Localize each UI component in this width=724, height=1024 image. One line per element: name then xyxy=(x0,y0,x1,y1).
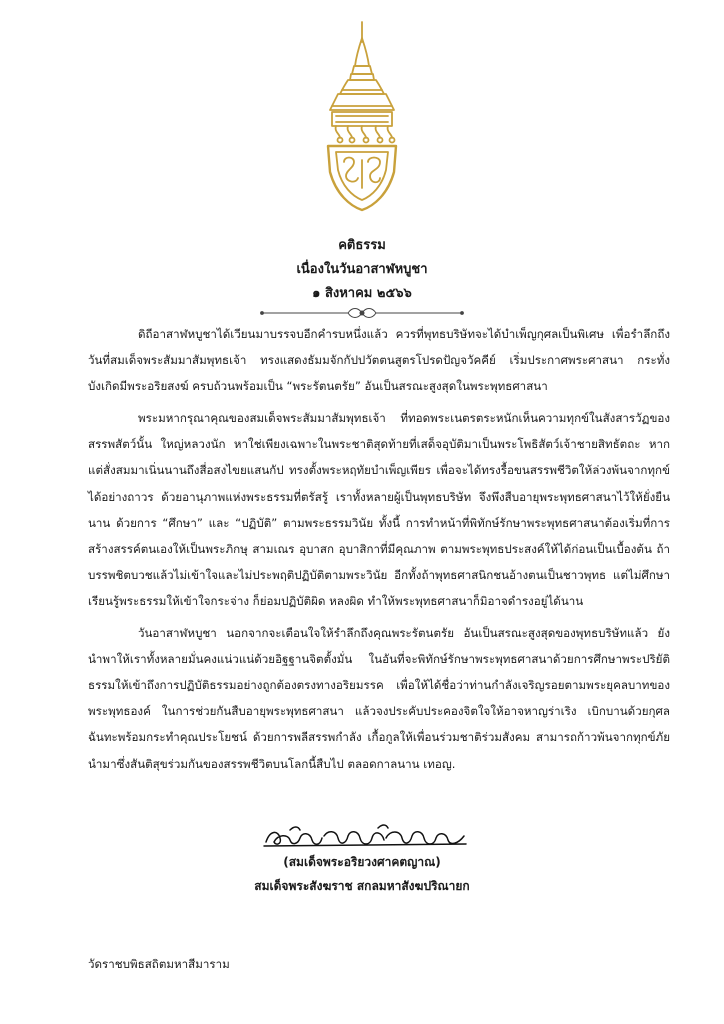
signatory-title: สมเด็จพระสังฆราช สกลมหาสังฆปริณายก xyxy=(254,879,470,893)
body-paragraph-1: ดิถีอาสาฬหบูชาได้เวียนมาบรรจบอีกคำรบหนึ่งแล้ว ควรที่พุทธบริษัทจะได้บำเพ็ญกุศลเป็นพิเศษ เพื่อรำลึกถึงวันที่สมเด็จพระสัมมาสัมพุทธเจ้า ทรงแสดงธัมมจักกัปปวัตตนสูตรโปรดปัญจวัคคีย์ เริ่มประกาศพระศาสนา กระทั่งบังเกิดมีพระอริยสงฆ์ ครบถ้วนพร้อมเป็น “พระรัตนตรัย” อันเป็นสรณะสูงสุดในพระพุทธศาสนา xyxy=(88,327,670,394)
signatory-name: (สมเด็จพระอริยวงศาคตญาณ) xyxy=(283,855,441,869)
document-body xyxy=(88,321,670,777)
document-date: ๑ สิงหาคม ๒๕๖๖ xyxy=(312,286,412,301)
document-occasion: เนื่องในวันอาสาฬหบูชา xyxy=(296,262,428,277)
body-paragraph-2: พระมหากรุณาคุณของสมเด็จพระสัมมาสัมพุทธเจ้า ที่ทอดพระเนตรตระหนักเห็นความทุกข์ในสังสารวัฏของสรรพสัตว์นั้น ใหญ่หลวงนัก หาใช่เพียงเฉพาะในพระชาติสุดท้ายที่เสด็จอุบัติมาเป็นพระโพธิสัตว์เจ้าชายสิทธัตถะ หากแต่สั่งสมมาเนิ่นนานถึงสี่อสงไขยแสนกัป ทรงตั้งพระหฤทัยบำเพ็ญเพียร เพื่อจะได้ทรงรื้อขนสรรพชีวิตให้ล่วงพ้นจากทุกข์ได้อย่างถาวร ด้วยอานุภาพแห่งพระธรรมที่ตรัสรู้ เราทั้งหลายผู้เป็นพุทธบริษัท จึงพึงสืบอายุพระพุทธศาสนาไว้ให้ยั่งยืนนาน ด้วยการ “ศึกษา” และ “ปฏิบัติ” ตามพระธรรมวินัย ทั้งนี้ การทำหน้าที่พิทักษ์รักษาพระพุทธศาสนาต้องเริ่มที่การสร้างสรรค์ตนเองให้เป็นพระภิกษุ สามเณร อุบาสก อุบาสิกาที่มีคุณภาพ ตามพระพุทธประสงค์ให้ได้ก่อนเป็นเบื้องต้น ถ้าบรรพชิตบวชแล้วไม่เข้าใจและไม่ประพฤติปฏิบัติตามพระวินัย อีกทั้งถ้าพุทธศาสนิกชนอ้างตนเป็นชาวพุทธ แต่ไม่ศึกษาเรียนรู้พระธรรมให้เข้าใจกระจ่าง ก็ย่อมปฏิบัติผิด หลงผิด ทำให้พระพุทธศาสนาก็มิอาจดำรงอยู่ได้นาน xyxy=(88,411,670,608)
handwritten-signature-icon xyxy=(260,824,470,852)
royal-seal-emblem-icon xyxy=(322,20,402,212)
body-paragraph-3: วันอาสาฬหบูชา นอกจากจะเตือนใจให้รำลึกถึงคุณพระรัตนตรัย อันเป็นสรณะสูงสุดของพุทธบริษัทแล้ว ยังนำพาให้เราทั้งหลายมั่นคงแน่วแน่ด้วยอิฐฐานจิตตั้งมั่น ในอันที่จะพิทักษ์รักษาพระพุทธศาสนาด้วยการศึกษาพระปริยัติธรรมให้เข้าถึงการปฏิบัติธรรมอย่างถูกต้องตรงทางอริยมรรค เพื่อให้ได้ชื่อว่าท่านกำลังเจริญรอยตามพระยุคลบาทของพระพุทธองค์ ในการช่วยกันสืบอายุพระพุทธศาสนา แล้วจงประคับประคองจิตใจให้อาจหาญร่าเริง เบิกบานด้วยกุศลฉันทะพร้อมกระทำคุณประโยชน์ ด้วยการพลีสรรพกำลัง เกื้อกูลให้เพื่อนร่วมชาติร่วมสังคม สามารถก้าวพ้นจากทุกข์ภัย นำมาซึ่งสันติสุขร่วมกันของสรรพชีวิตบนโลกนี้สืบไป ตลอดกาลนาน เทอญ. xyxy=(88,626,670,771)
document-title: คติธรรม xyxy=(338,238,386,253)
issuing-temple: วัดราชบพิธสถิตมหาสีมาราม xyxy=(88,957,230,971)
decorative-divider-icon xyxy=(252,305,472,321)
